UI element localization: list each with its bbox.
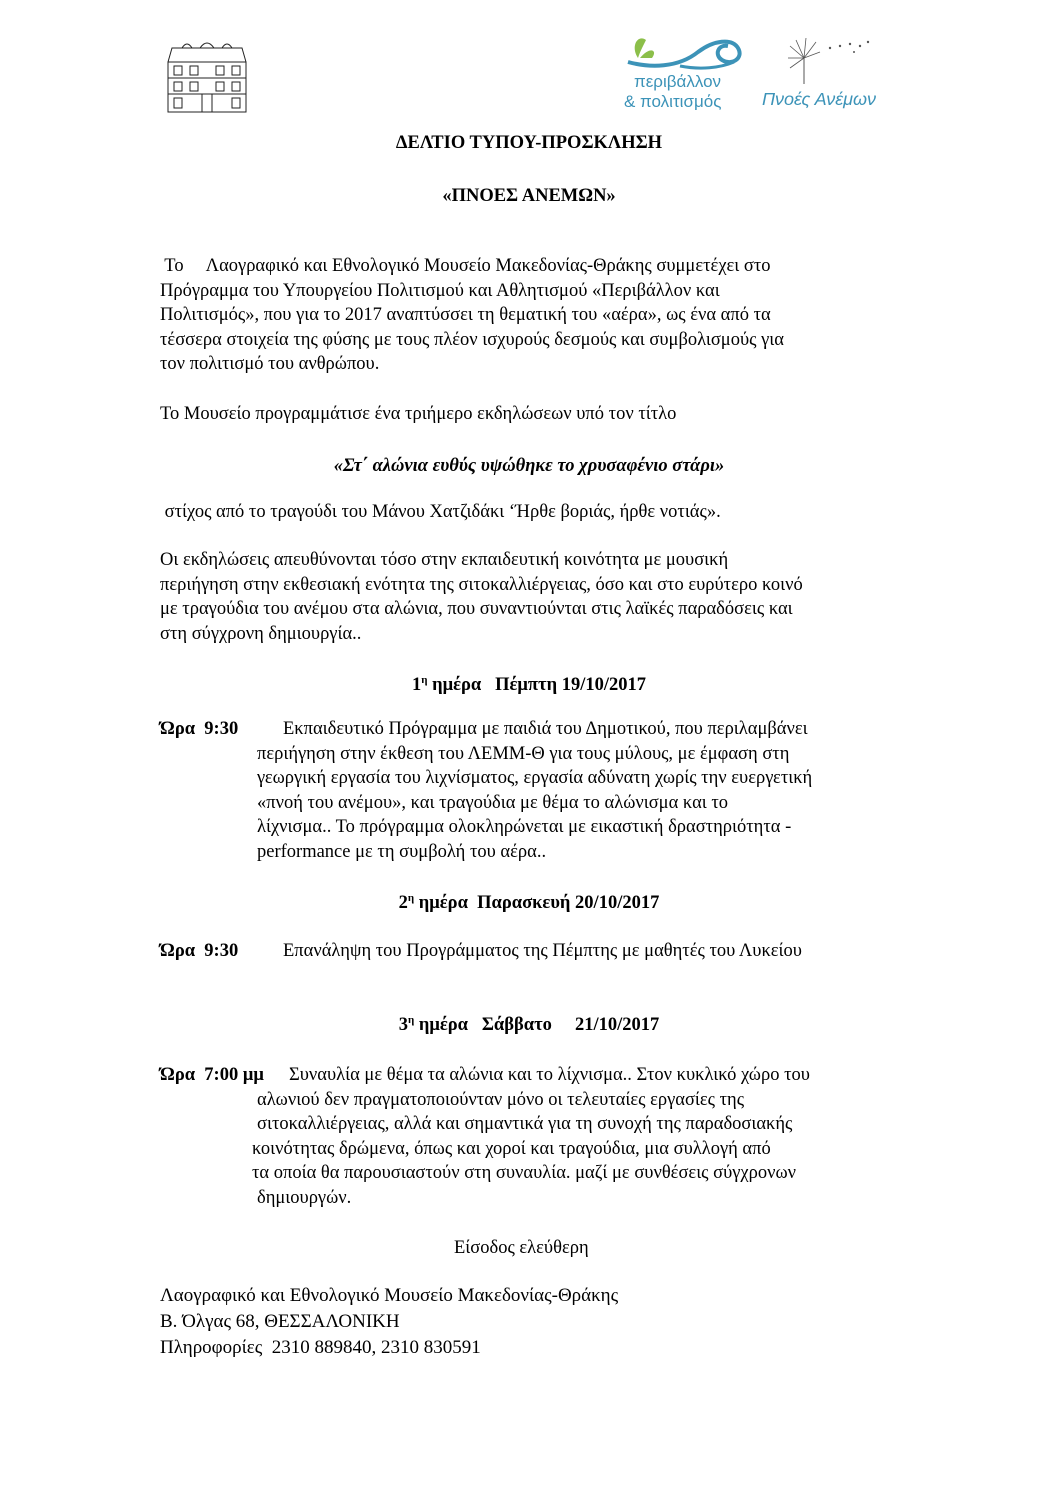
day-1-date: ημέρα Πέμπτη 19/10/2017 xyxy=(427,675,646,695)
day-3-first-line: Συναυλία με θέμα τα αλώνια και το λίχνισμα.. Στον κυκλικό χώρο του xyxy=(289,1065,810,1085)
free-entry: Είσοδος ελεύθερη xyxy=(454,1238,589,1258)
intro-line: Το Λαογραφικό και Εθνολογικό Μουσείο Μακεδονίας-Θράκης συμμετέχει στο xyxy=(160,256,771,276)
audience-line: περιήγηση στην εκθεσιακή ενότητα της σιτοκαλλιέργειας, όσο και στο ευρύτερο κοινό xyxy=(160,574,803,595)
day-3-number: 3 xyxy=(398,1015,408,1035)
day-3-line: αλωνιού δεν πραγματοποιούνταν μόνο οι τελευταίες εργασίες της xyxy=(257,1089,745,1110)
day-1-line: performance με τη συμβολή του αέρα.. xyxy=(257,841,547,862)
dandelion-icon xyxy=(760,34,880,86)
intro-paragraph xyxy=(160,254,912,377)
day-3-date: ημέρα Σάββατο 21/10/2017 xyxy=(414,1015,660,1035)
contact-block xyxy=(160,1283,618,1361)
logo-text-line1: περιβάλλον xyxy=(634,72,722,91)
day-3-line: κοινότητας δρώμενα, όπως και χοροί και τραγούδια, μια συλλογή από xyxy=(252,1138,771,1159)
wind-breaths-logo xyxy=(760,34,900,114)
day-2-time: Ώρα 9:30 xyxy=(160,941,239,961)
intro-line: τον πολιτισμό του ανθρώπου. xyxy=(160,354,380,374)
day-2-number: 2 xyxy=(398,893,408,913)
day-1-line: περιήγηση στην έκθεση του ΛΕΜΜ-Θ για τους μύλους, με έμφαση στη xyxy=(257,743,790,764)
event-intro: Το Μουσείο προγραμμάτισε ένα τριήμερο εκδηλώσεων υπό τον τίτλο xyxy=(160,404,677,424)
day-3-line: δημιουργών. xyxy=(257,1187,352,1208)
spiral-leaf-icon xyxy=(620,22,750,77)
logo-text-line2: & πολιτισμός xyxy=(624,92,722,111)
intro-line: Πρόγραμμα του Υπουργείου Πολιτισμού και Αθλητισμού «Περιβάλλον και xyxy=(160,280,720,301)
museum-building-logo xyxy=(162,38,252,114)
intro-line: τέσσερα στοιχεία της φύσης με τους πλέον ισχυρούς δεσμούς και συμβολισμούς για xyxy=(160,329,784,350)
day-3-sup: η xyxy=(407,1014,415,1026)
day-3-body-b xyxy=(252,1137,796,1211)
day-1-line: «πνοή του ανέμου», και τραγούδια με θέμα το αλώνισμα και το xyxy=(257,792,729,813)
day-2-sup: η xyxy=(407,892,415,904)
audience-line: με τραγούδια του ανέμου στα αλώνια, που συναντιούνται στις λαϊκές παραδόσεις και xyxy=(160,599,793,619)
day-3-body-a xyxy=(257,1088,792,1137)
day-1-line: γεωργική εργασία του λιχνίσματος, εργασία αδύνατη χωρίς την ευεργετική xyxy=(257,768,813,788)
day-1-first-line: Εκπαιδευτικό Πρόγραμμα με παιδιά του Δημοτικού, που περιλαμβάνει xyxy=(283,719,808,739)
document-title: ΔΕΛΤΙΟ ΤΥΠΟΥ-ΠΡΟΣΚΛΗΣΗ xyxy=(395,133,663,153)
day-3-line: σιτοκαλλιέργειας, αλλά και σημαντικά για τη συνοχή της παραδοσιακής xyxy=(257,1114,793,1134)
contact-address: Β. Όλγας 68, ΘΕΣΣΑΛΟΝΙΚΗ xyxy=(160,1311,400,1332)
verse-note: στίχος από το τραγούδι του Μάνου Χατζιδάκι ‘Ήρθε βοριάς, ήρθε νοτιάς». xyxy=(160,502,721,522)
contact-org: Λαογραφικό και Εθνολογικό Μουσείο Μακεδονίας-Θράκης xyxy=(160,1285,619,1306)
day-2-first-line: Επανάληψη του Προγράμματος της Πέμπτης με μαθητές του Λυκείου xyxy=(283,941,802,961)
event-title: «Στ΄ αλώνια ευθύς υψώθηκε το χρυσαφένιο στάρι» xyxy=(333,456,725,476)
document-subtitle: «ΠΝΟΕΣ ΑΝΕΜΩΝ» xyxy=(442,186,616,206)
intro-line: Πολιτισμός», που για το 2017 αναπτύσσει τη θεματική του «αέρα», ως ένα από τα xyxy=(160,305,771,325)
day-3-heading xyxy=(0,1013,1058,1038)
day-1-number: 1 xyxy=(412,675,422,695)
audience-line: Οι εκδηλώσεις απευθύνονται τόσο στην εκπαιδευτική κοινότητα με μουσική xyxy=(160,550,729,570)
environment-culture-logo xyxy=(620,22,750,117)
audience-paragraph xyxy=(160,548,912,646)
day-1-body xyxy=(257,742,812,865)
day-1-time: Ώρα 9:30 xyxy=(160,719,239,739)
day-3-time: Ώρα 7:00 μμ xyxy=(160,1065,264,1085)
day-3-line: τα οποία θα παρουσιαστούν στη συναυλία. μαζί με συνθέσεις σύγχρονων xyxy=(252,1163,797,1183)
contact-phones: Πληροφορίες 2310 889840, 2310 830591 xyxy=(160,1337,481,1358)
day-2-heading xyxy=(0,891,1058,916)
audience-line: στη σύγχρονη δημιουργία.. xyxy=(160,623,362,644)
day-1-line: λίχνισμα.. Το πρόγραμμα ολοκληρώνεται με εικαστική δραστηριότητα - xyxy=(257,817,792,837)
day-2-date: ημέρα Παρασκευή 20/10/2017 xyxy=(414,893,660,913)
logo-text-pnoes: Πνοές Ανέμων xyxy=(762,89,877,109)
day-1-heading xyxy=(0,673,1058,698)
day-1-sup: η xyxy=(421,674,428,686)
